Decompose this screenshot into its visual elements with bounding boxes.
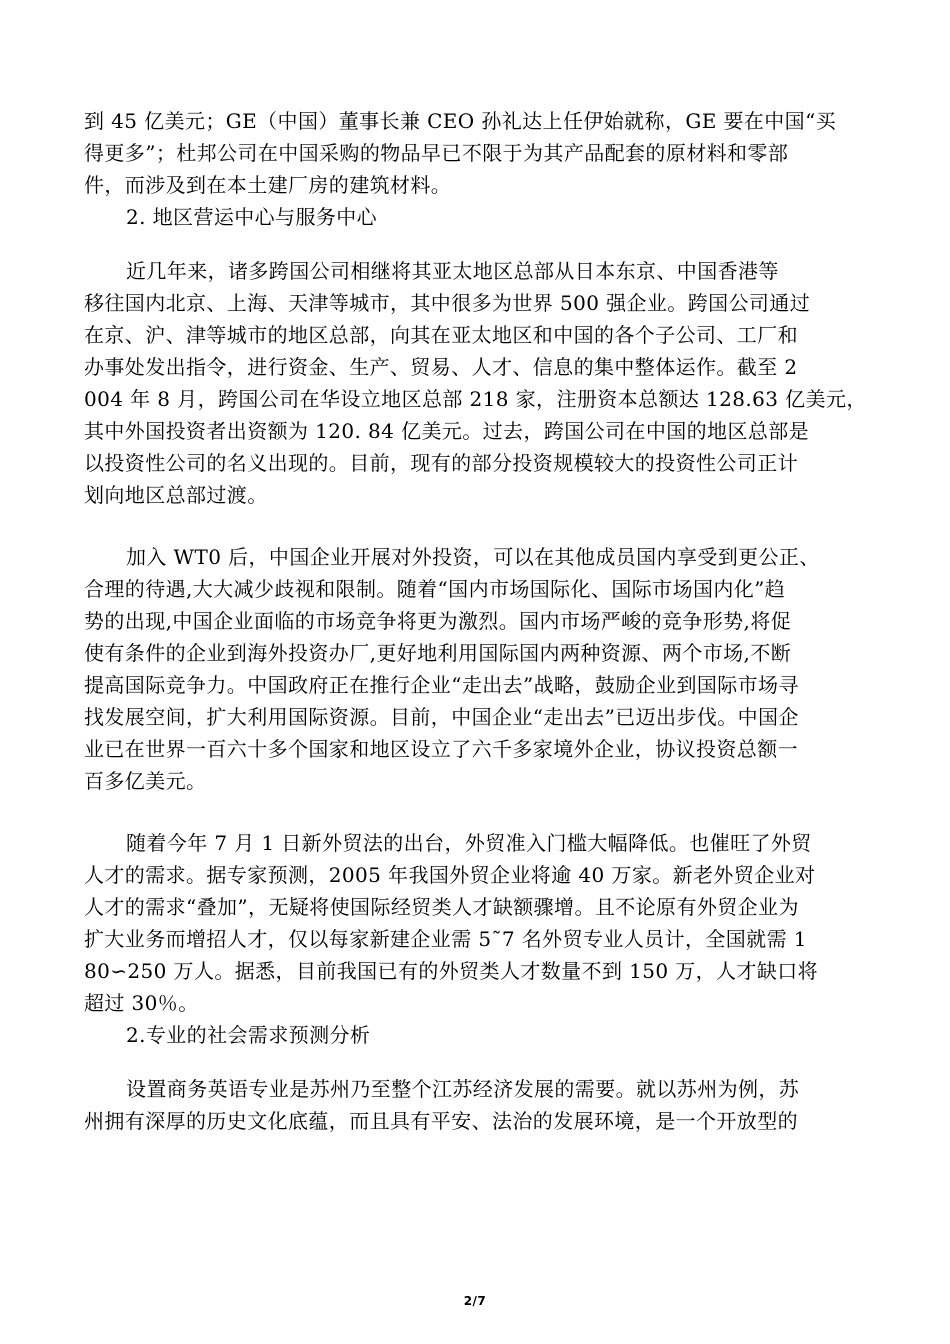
text-line: 扩大业务而增招人才，仅以每家新建企业需 5˜7 名外贸专业人员计，全国就需 1 bbox=[84, 927, 807, 951]
page-number: 2/7 bbox=[463, 1294, 487, 1308]
text-line: 州拥有深厚的历史文化底蕴，而且具有平安、法治的发展环境，是一个开放型的 bbox=[84, 1109, 798, 1133]
text-line: 到 45 亿美元；GE（中国）董事长兼 CEO 孙礼达上任伊始就称，GE 要在中国“买 bbox=[84, 109, 837, 133]
text-line: 以投资性公司的名义出现的。目前，现有的部分投资规模较大的投资性公司正计 bbox=[84, 451, 798, 475]
text-line: 人才的需求“叠加”，无疑将使国际经贸类人才缺额骤增。且不论原有外贸企业为 bbox=[84, 895, 799, 919]
paragraph bbox=[84, 827, 864, 1019]
text-line: 办事处发出指令，进行资金、生产、贸易、人才、信息的集中整体运作。截至 2 bbox=[84, 355, 798, 379]
text-line: 近几年来，诸多跨国公司相继将其亚太地区总部从日本东京、中国香港等 bbox=[126, 259, 779, 283]
text-line: 件，而涉及到在本土建厂房的建筑材料。 bbox=[84, 173, 452, 197]
text-line: 004 年 8 月，跨国公司在华设立地区总部 218 家，注册资本总额达 128.63 亿美元， bbox=[84, 387, 867, 411]
text-line: 80∽250 万人。据悉，目前我国已有的外贸类人才数量不到 150 万，人才缺口将 bbox=[84, 959, 819, 983]
text-line: 势的出现,中国企业面临的市场竞争将更为激烈。国内市场严峻的竞争形势,将促 bbox=[84, 609, 792, 633]
text-line: 业已在世界一百六十多个国家和地区设立了六千多家境外企业，协议投资总额一 bbox=[84, 737, 798, 761]
text-line: 超过 30％。 bbox=[84, 991, 199, 1015]
text-line: 提高国际竞争力。中国政府正在推行企业“走出去”战略，鼓励企业到国际市场寻 bbox=[84, 673, 799, 697]
text-line: 得更多”；杜邦公司在中国采购的物品早已不限于为其产品配套的原材料和零部 bbox=[84, 141, 789, 165]
text-line: 找发展空间，扩大利用国际资源。目前，中国企业“走出去”已迈出步伐。中国企 bbox=[84, 705, 799, 729]
text-line: 划向地区总部过渡。 bbox=[84, 483, 268, 507]
paragraph bbox=[84, 541, 864, 797]
text-line: 加入 WT0 后，中国企业开展对外投资，可以在其他成员国内享受到更公正、 bbox=[126, 545, 820, 569]
text-line: 其中外国投资者出资额为 120. 84 亿美元。过去，跨国公司在中国的地区总部是 bbox=[84, 419, 810, 443]
section-heading: 2. 地区营运中心与服务中心 bbox=[126, 205, 378, 229]
text-line: 人才的需求。据专家预测，2005 年我国外贸企业将逾 40 万家。新老外贸企业对 bbox=[84, 863, 816, 887]
paragraph bbox=[84, 255, 867, 511]
paragraph bbox=[84, 1073, 864, 1137]
paragraph bbox=[84, 105, 864, 201]
document-body bbox=[84, 105, 867, 1137]
text-line: 设置商务英语专业是苏州乃至整个江苏经济发展的需要。就以苏州为例，苏 bbox=[126, 1077, 800, 1101]
text-line: 使有条件的企业到海外投资办厂,更好地利用国际国内两种资源、两个市场,不断 bbox=[84, 641, 792, 665]
text-line: 在京、沪、津等城市的地区总部，向其在亚太地区和中国的各个子公司、工厂和 bbox=[84, 323, 798, 347]
text-line: 合理的待遇,大大减少歧视和限制。随着“国内市场国际化、国际市场国内化”趋 bbox=[84, 577, 786, 601]
section-heading: 2.专业的社会需求预测分析 bbox=[126, 1023, 371, 1047]
text-line: 百多亿美元。 bbox=[84, 769, 207, 793]
text-line: 随着今年 7 月 1 日新外贸法的出台，外贸准入门槛大幅降低。也催旺了外贸 bbox=[126, 831, 812, 855]
text-line: 移往国内北京、上海、天津等城市，其中很多为世界 500 强企业。跨国公司通过 bbox=[84, 291, 811, 315]
